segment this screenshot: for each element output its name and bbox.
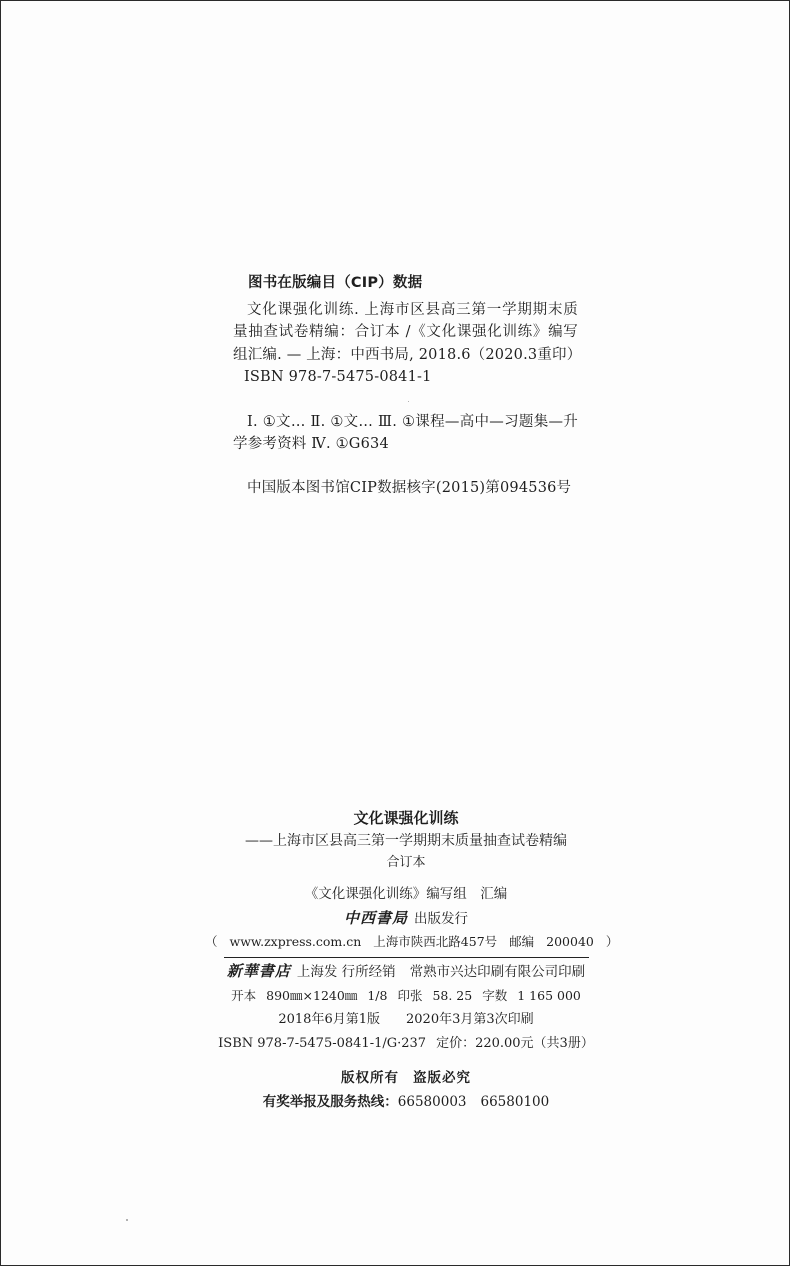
publisher-address	[201, 930, 619, 954]
format-fold: 1/8	[367, 988, 388, 1003]
address-close-paren: ）	[605, 934, 619, 949]
postal-label: 邮编	[509, 934, 535, 949]
colophon-isbn: ISBN 978-7-5475-0841-1/G·237	[218, 1036, 427, 1051]
cip-description: 文化课强化训练. 上海市区县高三第一学期期末质量抽查试卷精编：合订本 /《文化课强化训练》编写组汇编. — 上海：中西书局, 2018.6（2020.3重印）	[233, 301, 582, 363]
printing-info: 2020年3月第3次印刷	[406, 1012, 534, 1027]
printer: 常熟市兴达印刷有限公司印刷	[409, 964, 586, 980]
publisher-action: 出版发行	[414, 911, 468, 927]
format-sheets-label: 印张	[397, 988, 423, 1003]
book-edition: 合订本	[386, 855, 426, 870]
cip-heading: 图书在版编目（CIP）数据	[248, 275, 423, 291]
hotline-label: 有奖举报及服务热线：	[262, 1094, 398, 1110]
format-words-label: 字数	[482, 988, 508, 1003]
address-open-paren: （	[205, 934, 218, 949]
price: 定价：220.00元（共3册）	[436, 1036, 594, 1051]
publisher-line	[201, 906, 611, 930]
rights-line	[201, 1066, 611, 1090]
cip-block	[233, 272, 582, 499]
format-line	[201, 984, 611, 1008]
format-sheets: 58. 25	[432, 988, 473, 1003]
format-size-label: 开本	[231, 988, 257, 1003]
postal-code: 200040	[546, 934, 594, 949]
hotline-line	[201, 1090, 611, 1114]
paper-speck	[408, 401, 409, 402]
publisher-logo: 中西書局	[343, 909, 408, 927]
cip-classification: Ⅰ. ①文… Ⅱ. ①文… Ⅲ. ①课程—高中—习题集—升学参考资料 Ⅳ. ①G634	[233, 413, 578, 452]
distributor-action: 上海发 行所经销	[296, 964, 396, 980]
book-subtitle: ——上海市区县高三第一学期期末质量抽查试卷精编	[245, 833, 567, 849]
book-title: 文化课强化训练	[353, 809, 459, 827]
piracy-warning: 盗版必究	[413, 1070, 471, 1086]
format-size: 890㎜×1240㎜	[266, 988, 358, 1003]
format-words: 1 165 000	[517, 988, 581, 1003]
rights-reserved: 版权所有	[341, 1070, 399, 1086]
colophon	[201, 806, 619, 1114]
distribution-line	[201, 958, 611, 984]
hotline-number-2: 66580100	[480, 1094, 550, 1110]
printing-line	[201, 1008, 611, 1032]
first-edition: 2018年6月第1版	[278, 1012, 380, 1027]
paper-speck	[126, 1219, 128, 1221]
hotline-number-1: 66580003	[397, 1094, 467, 1110]
cip-isbn: ISBN 978-7-5475-0841-1	[244, 369, 432, 385]
isbn-price-line	[201, 1032, 611, 1056]
book-editor: 《文化课强化训练》编写组 汇编	[304, 886, 508, 902]
publisher-street: 上海市陕西北路457号	[373, 934, 498, 949]
cip-record-number: 中国版本图书馆CIP数据核字(2015)第094536号	[247, 479, 572, 496]
publisher-website: www.zxpress.com.cn	[229, 934, 362, 949]
distributor-logo: 新華書店	[226, 962, 291, 980]
